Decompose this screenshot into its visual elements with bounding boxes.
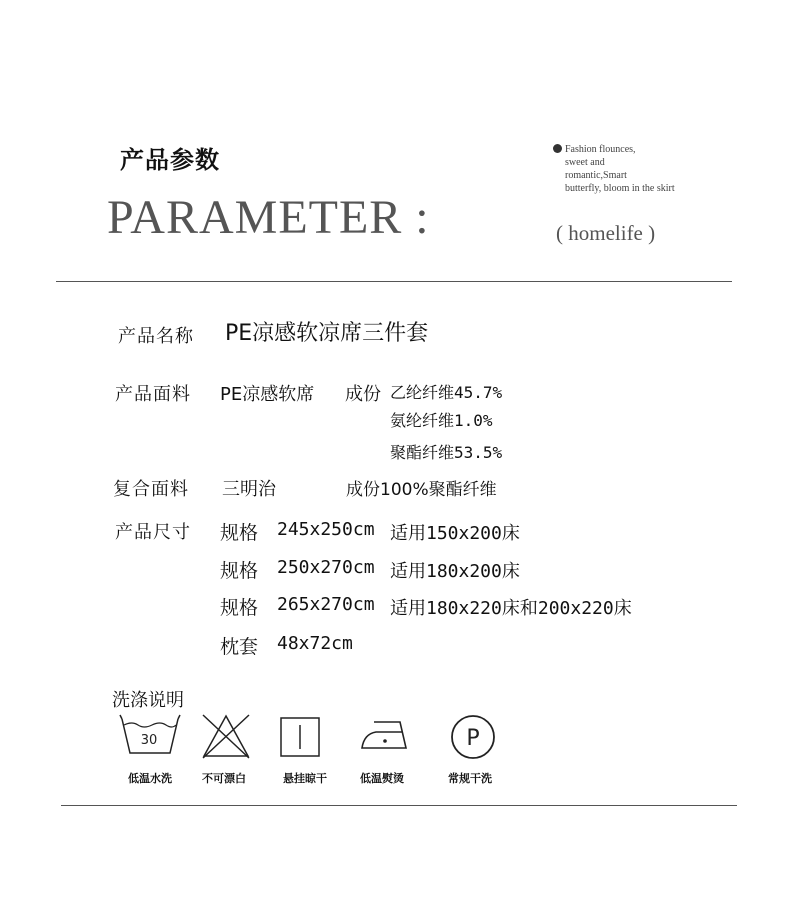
care-label-no-bleach: 不可漂白 <box>202 772 246 785</box>
size-value-4: 48x72cm <box>277 633 353 654</box>
size-prefix-1: 规格 <box>220 522 259 544</box>
fashion-blurb <box>565 143 745 195</box>
size-fit-2: 适用180x200床 <box>390 561 520 582</box>
size-prefix-2: 规格 <box>220 560 259 582</box>
blurb-line-1: Fashion flounces, <box>565 144 636 155</box>
size-prefix-4: 枕套 <box>220 636 259 658</box>
composite-label: 复合面料 <box>113 479 189 500</box>
size-value-1: 245x250cm <box>277 519 375 540</box>
blurb-line-2: sweet and <box>565 157 605 168</box>
size-fit-3: 适用180x220床和200x220床 <box>390 598 632 619</box>
composition-item-3: 聚酯纤维53.5% <box>390 443 503 462</box>
product-name-label: 产品名称 <box>118 326 194 347</box>
composition-item-2: 氨纶纤维1.0% <box>390 411 493 430</box>
fabric-value: PE凉感软席 <box>220 384 315 405</box>
care-label-dry-clean: 常规干洗 <box>448 772 492 785</box>
homelife-tag: ( homelife ) <box>556 221 656 245</box>
size-value-2: 250x270cm <box>277 557 375 578</box>
blurb-line-3: romantic,Smart <box>565 170 627 181</box>
no-bleach-icon <box>200 712 252 764</box>
title-chinese: 产品参数 <box>120 146 220 174</box>
composition-item-1: 乙纶纤维45.7% <box>390 383 503 402</box>
care-label-iron: 低温熨烫 <box>360 772 404 785</box>
title-english: PARAMETER : <box>107 191 430 244</box>
composite-composition: 成份100%聚酯纤维 <box>346 480 497 500</box>
size-fit-1: 适用150x200床 <box>390 523 520 544</box>
hang-dry-icon <box>280 717 322 763</box>
size-value-3: 265x270cm <box>277 594 375 615</box>
dry-clean-letter: P <box>466 726 480 751</box>
divider-bottom <box>61 805 737 806</box>
product-name-value: PE凉感软凉席三件套 <box>225 321 429 346</box>
wash-30-icon <box>118 713 182 765</box>
care-label-wash: 低温水洗 <box>128 772 172 785</box>
composition-label: 成份 <box>345 384 381 405</box>
iron-low-icon <box>360 718 410 758</box>
divider-top <box>56 281 732 282</box>
wash-temp-text: 30 <box>140 733 158 748</box>
size-label: 产品尺寸 <box>115 522 191 543</box>
blurb-line-4: butterfly, bloom in the skirt <box>565 183 675 194</box>
composite-value: 三明治 <box>222 479 276 500</box>
care-label-hang-dry: 悬挂晾干 <box>283 772 327 785</box>
bullet-dot-icon <box>553 144 562 153</box>
fabric-label: 产品面料 <box>115 384 191 405</box>
dry-clean-p-icon <box>449 713 497 765</box>
size-prefix-3: 规格 <box>220 597 259 619</box>
care-title: 洗涤说明 <box>112 690 184 711</box>
